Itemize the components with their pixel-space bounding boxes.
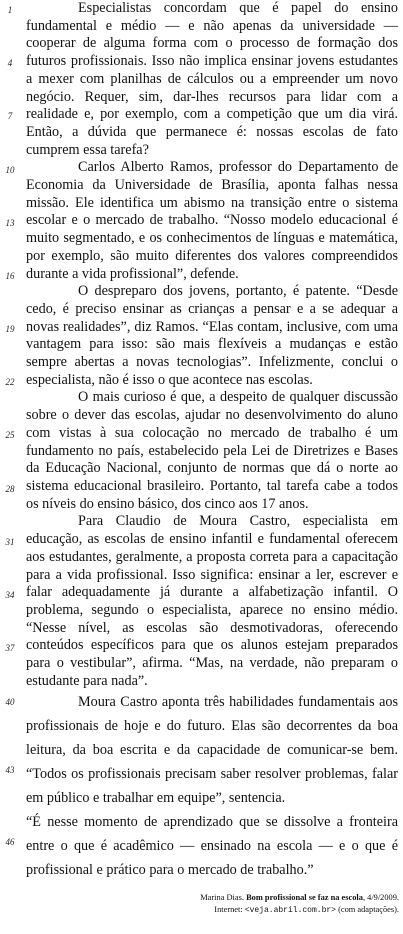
citation-note: (com adaptações). (338, 905, 399, 914)
line-number: 25 (5, 430, 15, 440)
line-number: 40 (5, 697, 15, 707)
line-number-column (0, 0, 22, 934)
paragraph-1: Especialistas concordam que é papel do ensino fundamental e médio — e não apenas da universidade — cooperar de alguma forma com o processo de formação dos futuros profissionais. Isso não implica ensinar jovens estudantes a mexer com planilhas de cálculos ou a empreender um novo negócio. Requer, sim, dar-lhes recursos para lidar com a realidade e, por exemplo, com a competição que um dia virá. Então, a dúvida que permanece é: nossas escolas de fato cumprem essa tarefa? (26, 0, 398, 158)
line-number: 13 (5, 218, 15, 228)
line-number: 43 (5, 765, 15, 775)
citation-url: <veja.abril.com.br> (244, 906, 336, 915)
line-number: 37 (5, 643, 15, 653)
source-citation (139, 892, 399, 917)
citation-date: , 4/9/2009. (362, 893, 399, 902)
line-number: 22 (5, 377, 15, 387)
line-number: 4 (7, 58, 13, 68)
line-number: 34 (5, 590, 15, 600)
line-number: 7 (7, 111, 13, 121)
citation-line-1 (139, 892, 399, 904)
citation-title: Bom profissional se faz na escola (246, 893, 363, 902)
citation-internet-label: Internet: (214, 905, 243, 914)
paragraph-3: O despreparo dos jovens, portanto, é patente. “Desde cedo, é preciso ensinar as crianças a pensar e a se adequar a novas realidades”, diz Ramos. “Elas contam, inclusive, com uma vantagem para isso: são mais flexíveis a mudanças e estão sempre abertas a novas tecnologias”. Infelizmente, conclui o especialista, não é isso o que acontece nas escolas. (26, 283, 398, 388)
line-number: 10 (5, 165, 15, 175)
citation-author: Marina Dias. (200, 893, 244, 902)
paragraph-6: Moura Castro aponta três habilidades fundamentais aos profissionais de hoje e do futuro. Elas são decorrentes da boa leitura, da boa escrita e da capacidade de comunicar-se bem. “Todos os profissionais precisam saber resolver problemas, falar em público e trabalhar em equipe”, sentencia. (26, 694, 398, 807)
citation-line-2 (139, 904, 399, 917)
line-number: 28 (5, 484, 15, 494)
line-number: 16 (5, 271, 15, 281)
line-number: 46 (5, 837, 15, 847)
paragraph-4: O mais curioso é que, a despeito de qualquer discussão sobre o dever das escolas, ajudar no desenvolvimento do aluno com vistas à sua colocação no mercado de trabalho é um fundamento no país, estabelecido pela Lei de Diretrizes e Bases da Educação Nacional, conjunto de normas que dá o norte ao sistema educacional brasileiro. Portanto, tal tarefa cabe a todos os níveis do ensino básico, dos cinco aos 17 anos. (26, 389, 398, 512)
line-number: 19 (5, 324, 15, 334)
paragraph-5: Para Claudio de Moura Castro, especialista em educação, as escolas de ensino infantil e fundamental oferecem aos estudantes, geralmente, a proposta correta para a capacitação para a vida profissional. Isso significa: ensinar a ler, escrever e falar adequadamente já durante a alfabetização infantil. O problema, segundo o especialista, aparece no ensino médio. “Nesse nível, as escolas são desmotivadoras, oferecendo conteúdos específicos para que os alunos estejam preparados para o vestibular”, afirma. “Mas, na verdade, não preparam o estudante para nada”. (26, 513, 398, 689)
article-body (26, 0, 398, 882)
line-number: 31 (5, 537, 15, 547)
paragraph-2: Carlos Alberto Ramos, professor do Departamento de Economia da Universidade de Brasília, aponta falhas nessa missão. Ele identifica um abismo na transição entre o sistema escolar e o mercado de trabalho. “Nosso modelo educacional é muito segmentado, e os conhecimentos de línguas e matemática, por exemplo, são muito diferentes dos valores compreendidos durante a vida profissional”, defende. (26, 159, 398, 282)
line-number: 1 (7, 5, 13, 15)
paragraph-7-quote: “É nesse momento de aprendizado que se dissolve a fronteira entre o que é acadêmico — ensinado na escola — e o que é profissional e prático para o mercado de trabalho.” (26, 814, 398, 879)
